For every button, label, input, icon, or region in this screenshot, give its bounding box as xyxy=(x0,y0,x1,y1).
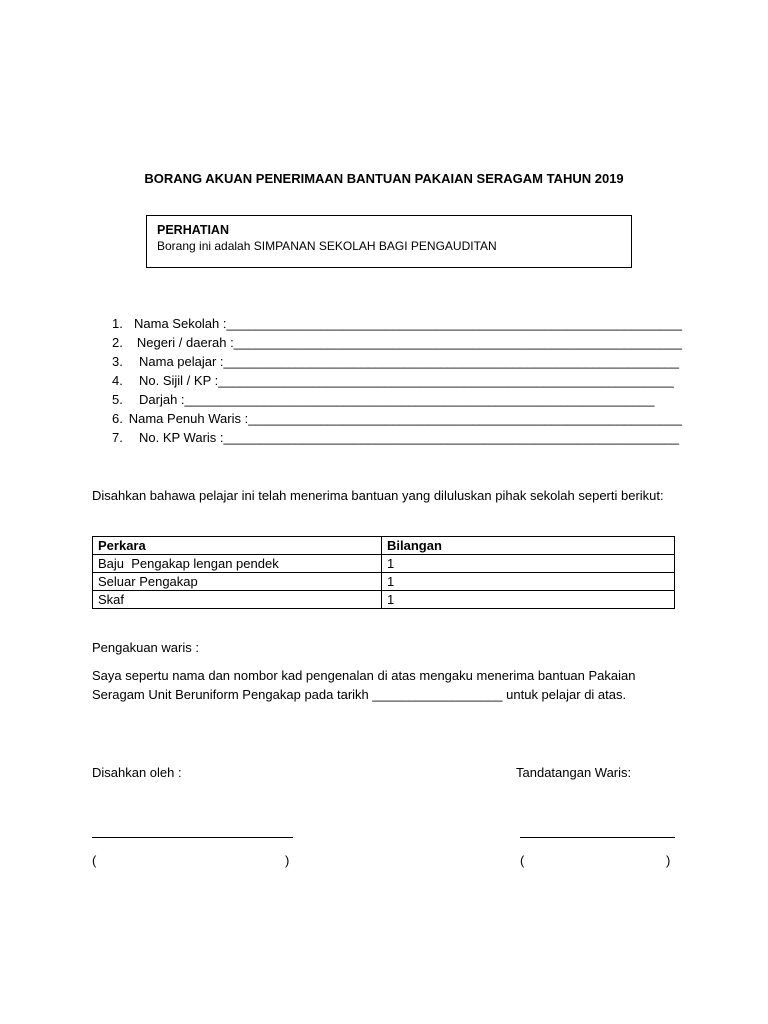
field-number: 7. xyxy=(112,430,123,445)
fill-in-blank[interactable]: _______________________________________________________________ xyxy=(226,316,682,331)
fill-in-blank[interactable]: _______________________________________________________________ xyxy=(218,373,674,388)
notice-box xyxy=(146,215,632,268)
table-cell: 1 xyxy=(382,573,675,591)
fill-in-blank[interactable]: _______________________________________________________________ xyxy=(223,354,680,369)
fill-in-blank[interactable]: ____________________________________________________________ xyxy=(248,411,682,426)
table-cell: Skaf xyxy=(93,591,382,609)
table-header-row xyxy=(93,537,675,555)
table-row xyxy=(93,591,675,609)
field-item xyxy=(112,352,682,371)
date-blank[interactable]: __________________ xyxy=(372,687,503,702)
approver-signature-line[interactable] xyxy=(92,837,293,838)
field-label: No. KP Waris : xyxy=(139,430,224,445)
guardian-statement xyxy=(92,666,677,704)
notice-heading: PERHATIAN xyxy=(157,223,229,237)
field-number: 3. xyxy=(112,354,123,369)
guardian-signature-label: Tandatangan Waris: xyxy=(516,765,632,780)
table-cell: Seluar Pengakap xyxy=(93,573,382,591)
field-label: Nama pelajar : xyxy=(139,354,224,369)
field-label: No. Sijil / KP : xyxy=(139,373,219,388)
field-number: 2. xyxy=(112,335,123,350)
field-list xyxy=(112,314,682,447)
guardian-name-open-paren: ( xyxy=(520,853,525,868)
table-cell: Baju Pengakap lengan pendek xyxy=(93,555,382,573)
items-table xyxy=(92,536,675,609)
field-item xyxy=(112,371,682,390)
field-item xyxy=(112,409,682,428)
column-header: Perkara xyxy=(93,537,382,555)
table-row xyxy=(93,555,675,573)
fill-in-blank[interactable]: _________________________________________________________________ xyxy=(184,392,655,407)
confirmation-text: Disahkan bahawa pelajar ini telah menerima bantuan yang diluluskan pihak sekolah seperti berikut: xyxy=(92,488,664,503)
field-number: 1. xyxy=(112,316,123,331)
approver-name-close-paren: ) xyxy=(285,853,290,868)
statement-text: untuk pelajar di atas. xyxy=(502,687,627,702)
field-item xyxy=(112,428,682,447)
guardian-signature-line[interactable] xyxy=(520,837,675,838)
field-number: 5. xyxy=(112,392,123,407)
table-row xyxy=(93,573,675,591)
field-number: 4. xyxy=(112,373,123,388)
guardian-name-close-paren: ) xyxy=(666,853,671,868)
approver-name-open-paren: ( xyxy=(92,853,97,868)
notice-body: Borang ini adalah SIMPANAN SEKOLAH BAGI PENGAUDITAN xyxy=(157,239,497,253)
field-item xyxy=(112,314,682,333)
field-label: Nama Penuh Waris : xyxy=(128,411,249,426)
fill-in-blank[interactable]: _______________________________________________________________ xyxy=(223,430,680,445)
field-label: Nama Sekolah : xyxy=(134,316,227,331)
field-label: Negeri / daerah : xyxy=(136,335,234,350)
table-cell: 1 xyxy=(382,555,675,573)
field-number: 6. xyxy=(112,411,123,426)
statement-text: Saya sepertu nama dan nombor kad pengenalan di atas mengaku menerima bantuan Pakaian Seragam Unit Beruniform Pengakap pada tarikh xyxy=(92,668,636,702)
form-title: BORANG AKUAN PENERIMAAN BANTUAN PAKAIAN SERAGAM TAHUN 2019 xyxy=(144,171,624,186)
guardian-heading: Pengakuan waris : xyxy=(92,640,199,655)
field-item xyxy=(112,333,682,352)
fill-in-blank[interactable]: ______________________________________________________________ xyxy=(233,335,682,350)
field-item xyxy=(112,390,682,409)
approved-by-label: Disahkan oleh : xyxy=(92,765,182,780)
table-cell: 1 xyxy=(382,591,675,609)
column-header: Bilangan xyxy=(382,537,675,555)
field-label: Darjah : xyxy=(139,392,185,407)
